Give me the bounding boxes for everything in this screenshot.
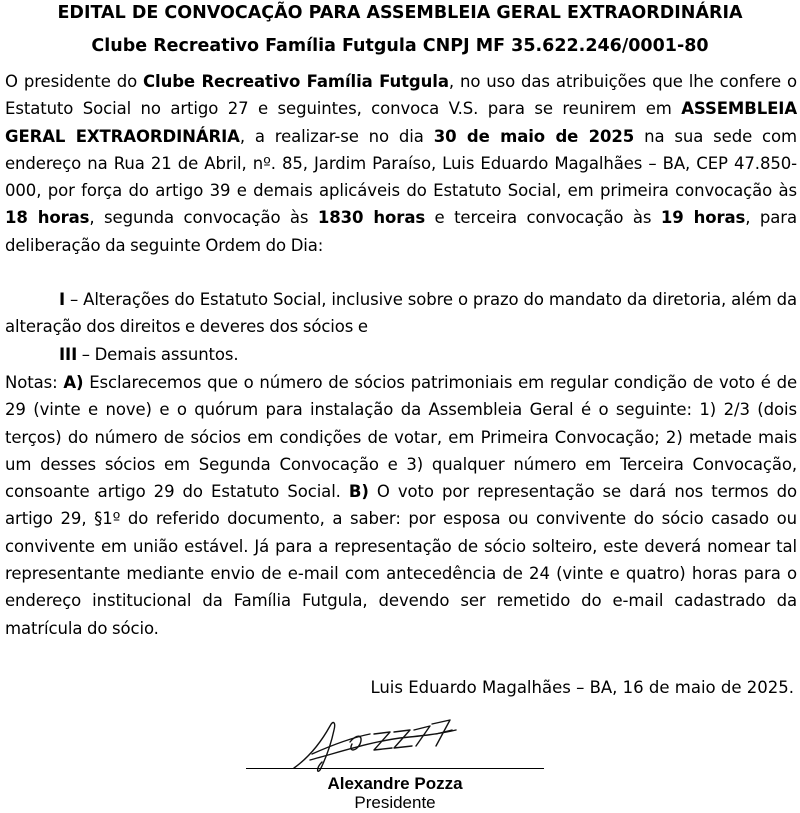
document-title: EDITAL DE CONVOCAÇÃO PARA ASSEMBLEIA GERAL EXTRAORDINÁRIA (57, 3, 743, 23)
first-call-time: 18 horas (5, 208, 90, 228)
signer-role: Presidente (354, 793, 436, 812)
third-call-time: 19 horas (660, 208, 746, 228)
note-b-marker: B) (348, 482, 369, 502)
meeting-date: 30 de maio de 2025 (433, 126, 635, 146)
handwritten-signature (290, 712, 460, 774)
signature-line (246, 768, 544, 769)
club-name: Clube Recreativo Família Futgula (143, 72, 449, 91)
document-subtitle: Clube Recreativo Família Futgula CNPJ MF 35.622.246/0001-80 (91, 36, 709, 56)
agenda-item-2: III – Demais assuntos. (59, 345, 239, 364)
note-a-marker: A) (63, 373, 84, 392)
place-and-date: Luis Eduardo Magalhães – BA, 16 de maio de 2025. (370, 678, 794, 697)
assembly-name: ASSEMBLEIA GERAL EXTRAORDINÁRIA (5, 99, 797, 146)
agenda-item-1: I – Alterações do Estatuto Social, inclusive sobre o prazo do mandato da diretoria, além da alteração dos direitos e deveres dos sócios e (5, 290, 797, 337)
notes-paragraph: Notas: A) Esclarecemos que o número de sócios patrimoniais em regular condição de voto é de 29 (vinte e nove) e o quórum para instalação da Assembleia Geral é o seguinte: 1) 2/3 (dois terços) do número de sócios em condições de votar, em Primeira Convocação; 2) metade mais um desses sócios em Segunda Convocação e 3) qualquer número em Terceira Convocação, consoante artigo 29 do Estatuto Social. B) O voto por representação se dará nos termos do artigo 29, §1º do referido documento, a saber: por esposa ou convivente do sócio casado ou convivente em união estável. Já para a representação de sócio solteiro, este deverá nomear tal representante mediante envio de e-mail com antecedência de 24 (vinte e quatro) horas para o endereço institucional da Família Futgula, devendo ser remetido do e-mail cadastrado da matrícula do sócio. (5, 373, 797, 638)
signer-name: Alexandre Pozza (327, 774, 463, 793)
second-call-time: 1830 horas (317, 208, 426, 228)
convocation-paragraph: O presidente do Clube Recreativo Família Futgula, no uso das atribuições que lhe confere o Estatuto Social no artigo 27 e seguintes, convoca V.S. para se reunirem em ASSEMBLEIA GERAL EXTRAORDINÁRIA, a realizar-se no dia 30 de maio de 2025 na sua sede com endereço na Rua 21 de Abril, nº. 85, Jardim Paraíso, Luis Eduardo Magalhães – BA, CEP 47.850-000, por força do artigo 39 e demais aplicáveis do Estatuto Social, em primeira convocação às 18 horas, segunda convocação às 1830 horas e terceira convocação às 19 horas, para deliberação da seguinte Ordem do Dia: (5, 72, 798, 255)
